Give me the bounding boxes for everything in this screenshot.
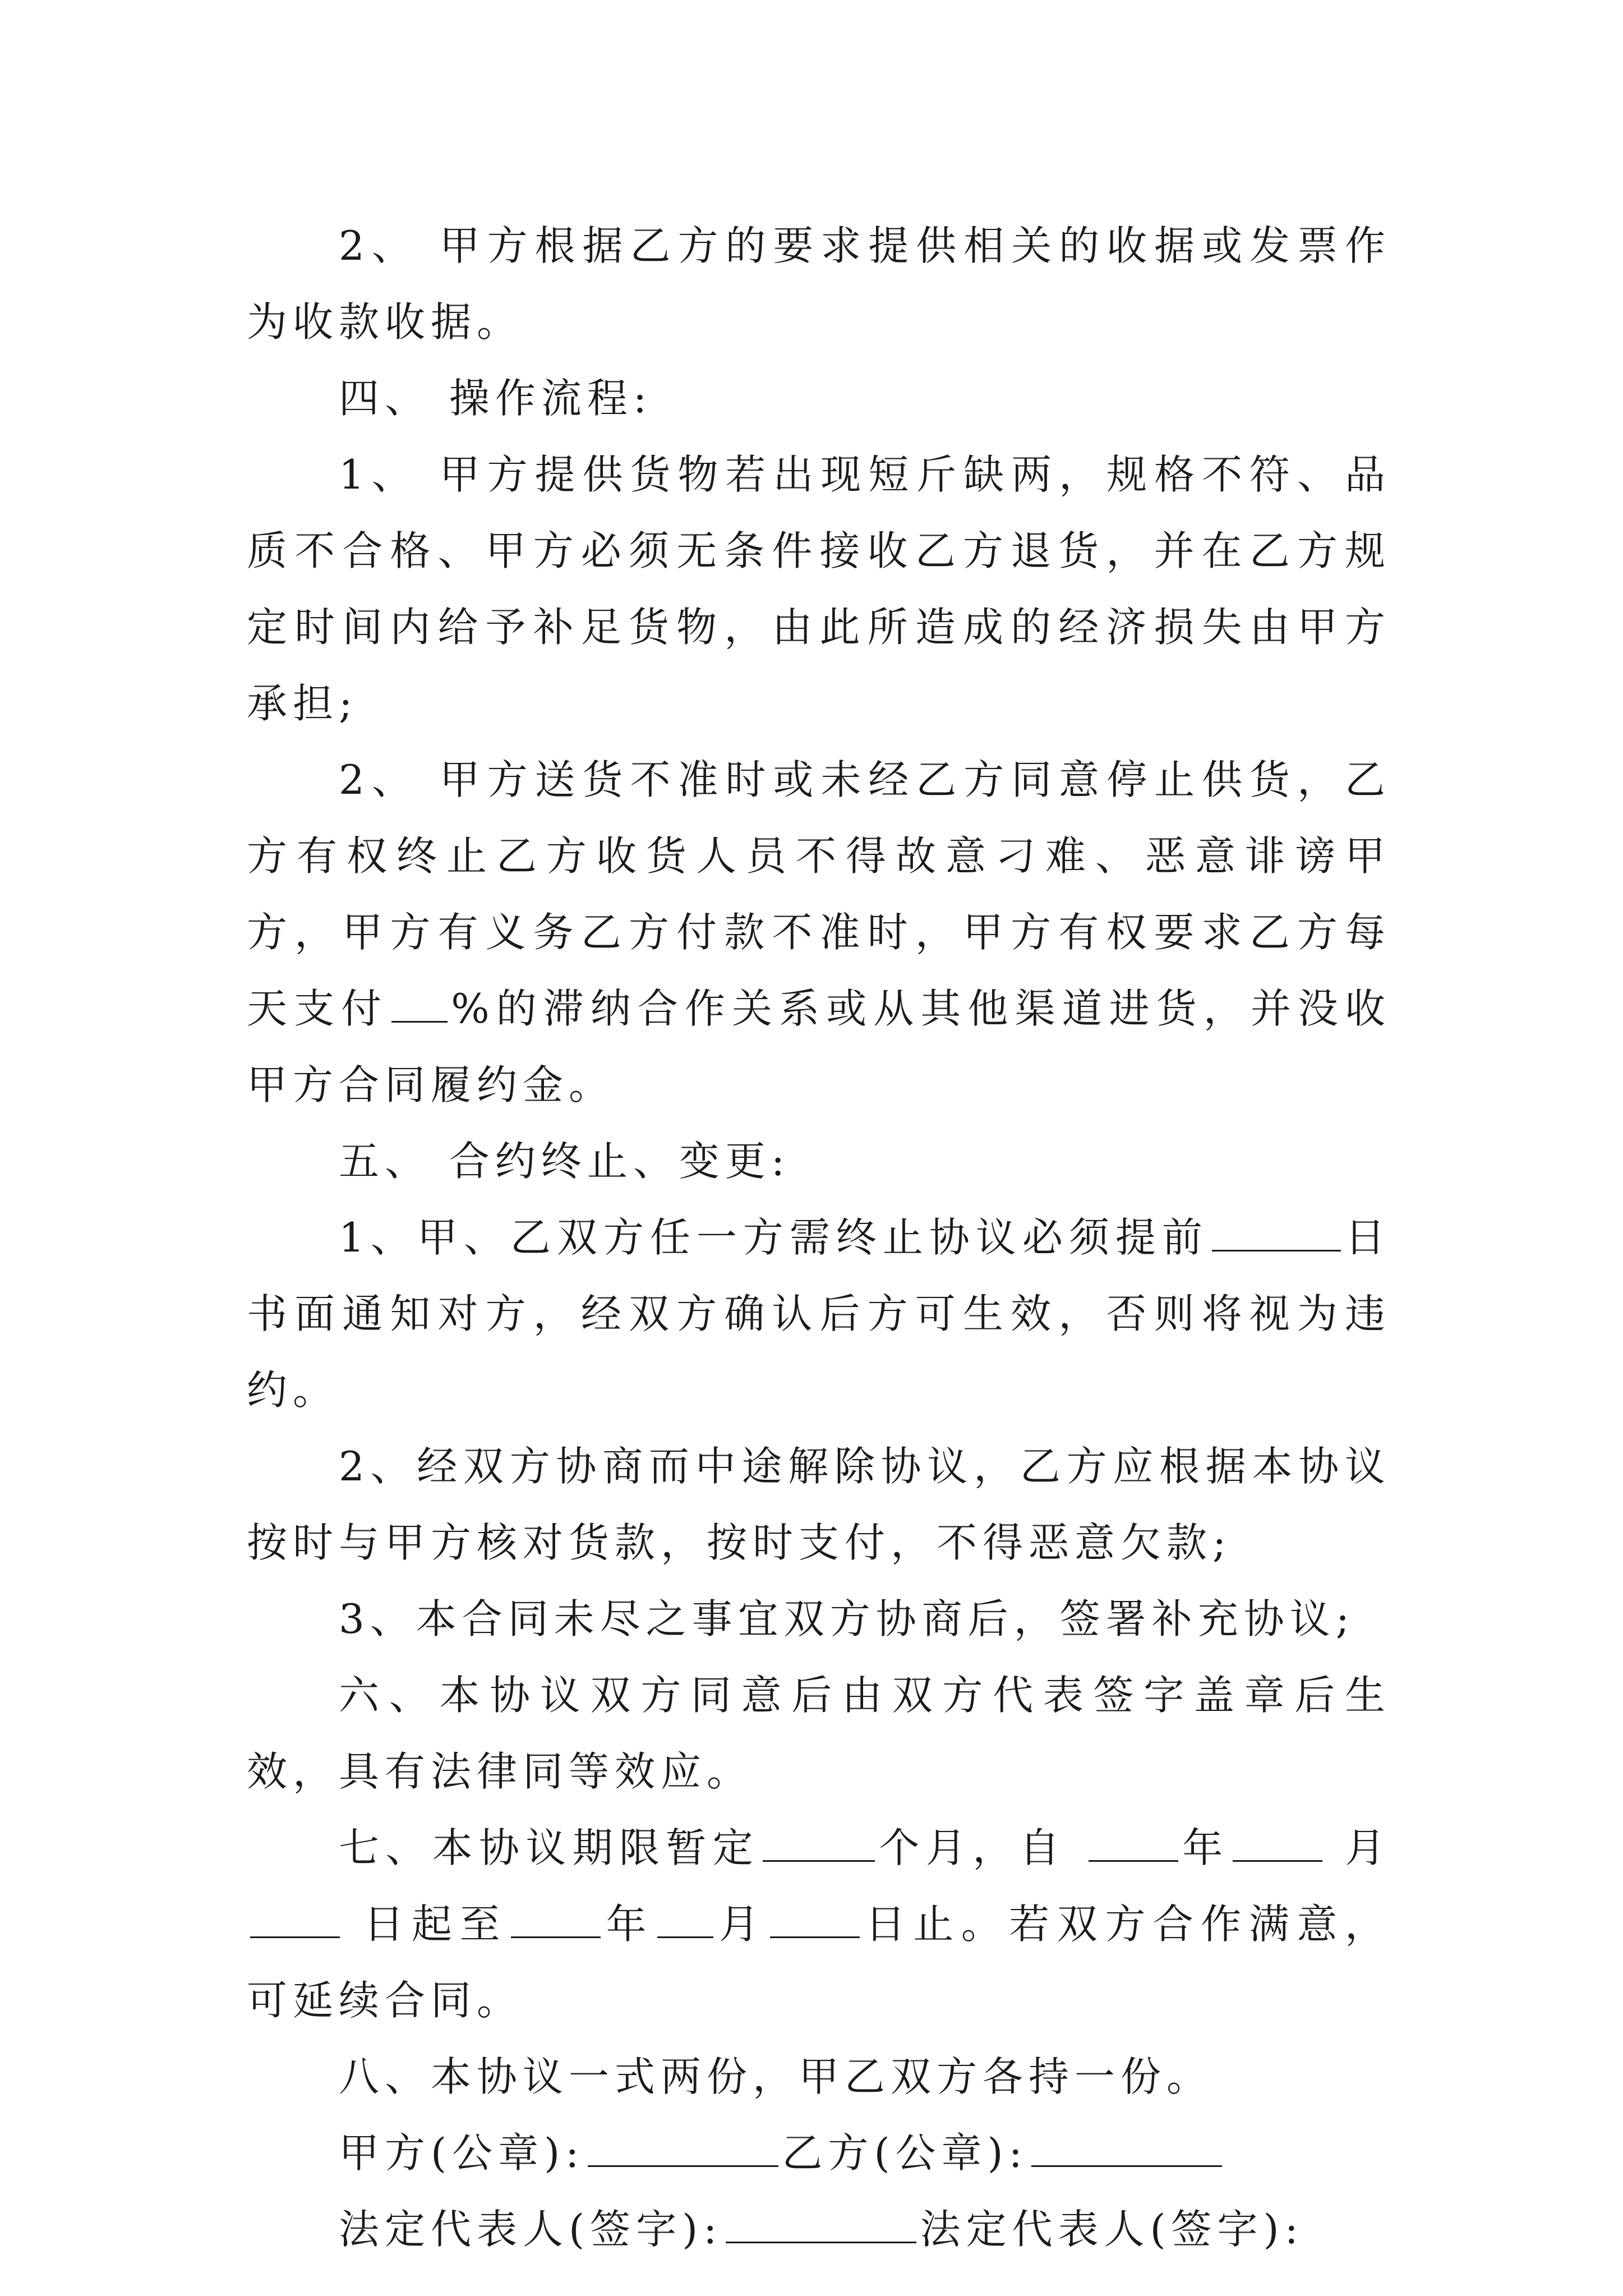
paragraph-effective xyxy=(247,1657,1391,1810)
section-heading-text: 五、 合约终止、变更: xyxy=(339,1138,791,1185)
paragraph-text: 年 xyxy=(604,1901,654,1948)
paragraph-text: 六、本协议双方同意后由双方代表签字盖章后生效，具有法律同等效应。 xyxy=(247,1672,1391,1795)
paragraph-text: 年 xyxy=(1182,1824,1229,1871)
paragraph-text: 七、本协议期限暂定 xyxy=(339,1824,760,1871)
paragraph-text: 日起至 xyxy=(363,1901,508,1948)
fill-blank-start-day[interactable] xyxy=(250,1903,340,1938)
fill-blank-start-year[interactable] xyxy=(1089,1826,1178,1862)
paragraph-text: 月 xyxy=(1344,1824,1391,1871)
paragraph-text: 日书面通知对方，经双方确认后方可生效，否则将视为违约。 xyxy=(247,1214,1391,1414)
paragraph-text: 2、 甲方送货不准时或未经乙方同意停止供货，乙方有权终止乙方收货人员不得故意刁难、恶意诽谤甲方，甲方有义务乙方付款不准时，甲方有权要求乙方每天支付 xyxy=(247,756,1391,1032)
fill-blank-months[interactable] xyxy=(763,1826,875,1862)
fill-blank-party-a-seal[interactable] xyxy=(588,2132,778,2167)
fill-blank-start-month[interactable] xyxy=(1233,1826,1322,1862)
section-heading-operation-process xyxy=(247,360,1391,436)
section-heading-text: 四、 操作流程: xyxy=(339,375,653,422)
party-a-representative-label: 法定代表人(签字): xyxy=(339,2206,723,2253)
party-b-seal-label: 乙方(公章): xyxy=(782,2129,1028,2177)
paragraph-text: 1、 甲方提供货物若出现短斤缺两，规格不符、品质不合格、甲方必须无条件接收乙方退货，并在乙方规定时间内给予补足货物，由此所造成的经济损失由甲方承担; xyxy=(247,451,1391,727)
party-b-representative-label: 法定代表人(签字): xyxy=(920,2206,1304,2253)
paragraph-supplementary xyxy=(247,1581,1391,1657)
paragraph-early-termination xyxy=(247,1428,1391,1581)
signature-line-seals xyxy=(247,2115,1391,2191)
document-body xyxy=(247,208,1391,2267)
fill-blank-end-month[interactable] xyxy=(657,1903,713,1938)
paragraph-text: 月 xyxy=(717,1901,767,1948)
fill-blank-late-fee-percent[interactable] xyxy=(391,987,448,1023)
paragraph-text: %的滞纳合作关系或从其他渠道进货，并没收甲方合同履约金。 xyxy=(247,985,1391,1108)
section-heading-termination xyxy=(247,1123,1391,1199)
paragraph-receipt-clause xyxy=(247,208,1391,360)
paragraph-delivery-clause xyxy=(247,742,1391,1123)
fill-blank-end-year[interactable] xyxy=(511,1903,601,1938)
fill-blank-notice-days[interactable] xyxy=(1212,1216,1341,1251)
paragraph-term xyxy=(247,1810,1391,2039)
fill-blank-party-a-representative[interactable] xyxy=(726,2208,916,2243)
paragraph-goods-clause xyxy=(247,436,1391,742)
paragraph-text: 2、经双方协商而中途解除协议，乙方应根据本协议按时与甲方核对货款，按时支付，不得恶意欠款; xyxy=(247,1443,1391,1566)
paragraph-text: 个月，自 xyxy=(878,1824,1066,1871)
fill-blank-party-b-seal[interactable] xyxy=(1031,2132,1222,2167)
paragraph-termination-notice xyxy=(247,1199,1391,1428)
paragraph-text: 2、 甲方根据乙方的要求提供相关的收据或发票作为收款收据。 xyxy=(247,222,1391,346)
paragraph-text: 3、本合同未尽之事宜双方协商后，签署补充协议; xyxy=(339,1595,1355,1642)
paragraph-copies xyxy=(247,2039,1391,2115)
party-a-seal-label: 甲方(公章): xyxy=(339,2129,585,2177)
paragraph-text: 八、本协议一式两份，甲乙双方各持一份。 xyxy=(339,2053,1213,2100)
fill-blank-end-day[interactable] xyxy=(770,1903,860,1938)
paragraph-text: 日止。若双方合作满意，可延续合同。 xyxy=(247,1901,1391,2024)
signature-line-representatives xyxy=(247,2191,1391,2267)
paragraph-text: 1、甲、乙双方任一方需终止协议必须提前 xyxy=(339,1214,1209,1261)
